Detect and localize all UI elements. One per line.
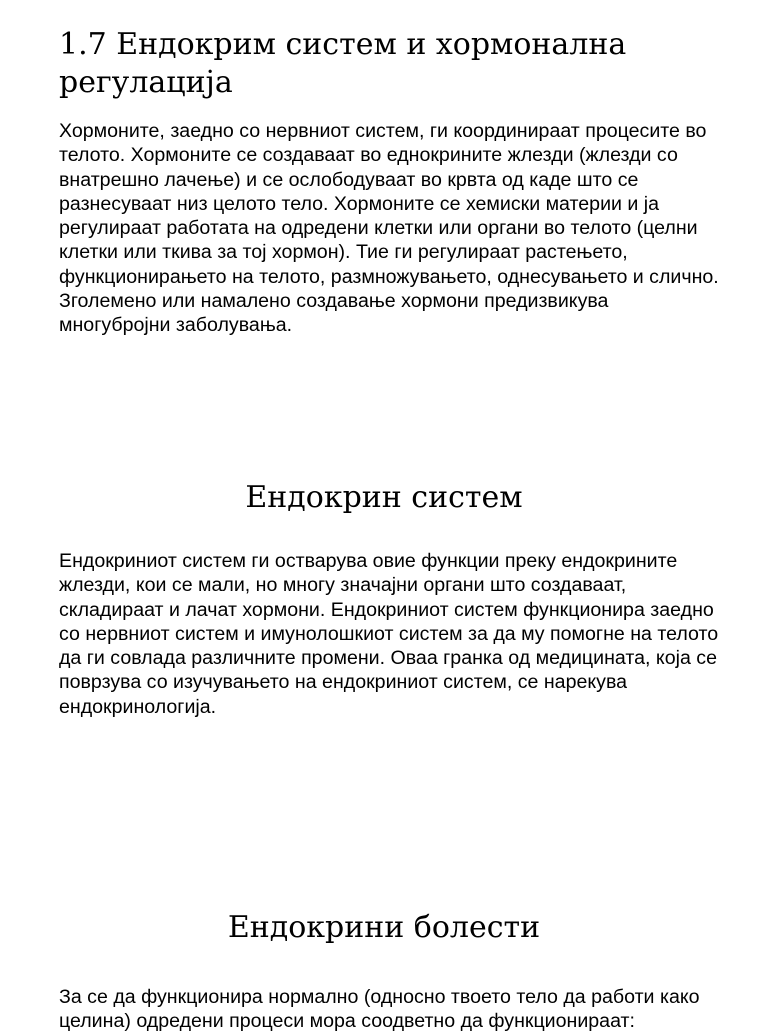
- section-title: Ендокрини болести: [227, 910, 541, 945]
- slide-endocrine-diseases: [0, 900, 768, 1033]
- section-paragraph: За се да функционира нормално (односно твоето тело да работи како целина) одредени процеси мора соодветно да функционираат:: [59, 986, 700, 1033]
- slide-endocrine-system: [0, 470, 768, 890]
- slide-endocrine-regulation: [0, 0, 768, 420]
- section-paragraph: Хормоните, заедно со нервниот систем, ги координираат процесите во телото. Хормоните се создаваат во еднокрините жлезди (жлезди со внатрешно лачење) и се ослободуваат во крвта од каде што се разнесуваат низ целото тело. Хормоните се хемиски материи и ја регулираат работата на одредени клетки или органи во телото (целни клетки или ткива за тој хормон). Тие ги регулираат растењето, функционирањето на телото, размножувањето, однесувањето и слично. Зголемено или намалено создавање хормони предизвикува многубројни заболувања.: [59, 120, 719, 337]
- section-title: Ендокрин систем: [245, 480, 523, 515]
- section-title: 1.7 Ендокрим систем и хормонална регулација: [59, 27, 627, 100]
- section-paragraph: Ендокриниот систем ги остварува овие функции преку ендокрините жлезди, кои се мали, но многу значајни органи што создаваат, складираат и лачат хормони. Ендокриниот систем функционира заедно со нервниот систем и имунолошкиот систем за да му помогне на телото да ги совлада различните промени. Оваа гранка од медицината, која се поврзува со изучувањето на ендокриниот систем, се нарекува ендокринологија.: [59, 550, 719, 718]
